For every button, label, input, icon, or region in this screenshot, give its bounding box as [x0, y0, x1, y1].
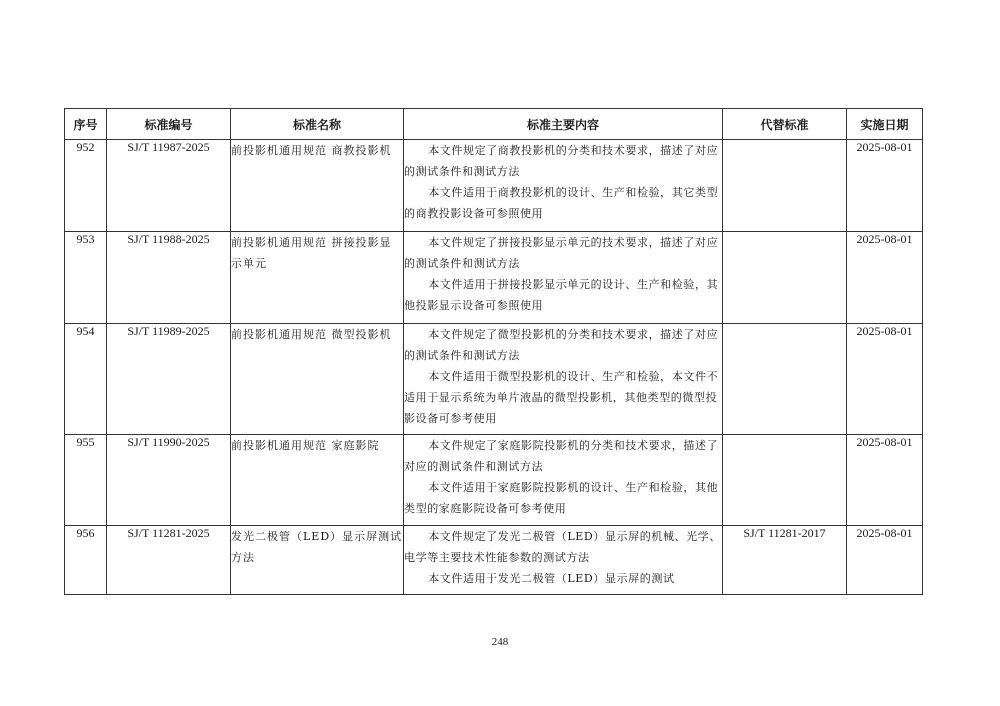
table-row: [65, 324, 923, 435]
header-index: 序号: [65, 109, 107, 140]
row-name: 发光二极管（LED）显示屏测试方法: [231, 526, 404, 595]
row-code: SJ/T 11281-2025: [107, 526, 231, 595]
row-date: 2025-08-01: [847, 435, 923, 526]
content-paragraph: 本文件适用于微型投影机的设计、生产和检验，本文件不适用于显示系统为单片液晶的微型投影机，其他类型的微型投影设备可参考使用: [404, 370, 719, 425]
table-row: [65, 232, 923, 324]
row-code: SJ/T 11988-2025: [107, 232, 231, 324]
row-replaces: [723, 435, 847, 526]
table-row: [65, 526, 923, 595]
table-row: [65, 140, 923, 232]
content-paragraph: 本文件适用于家庭影院投影机的设计、生产和检验，其他类型的家庭影院设备可参考使用: [404, 481, 719, 515]
row-content: [404, 435, 723, 526]
page-number: 248: [491, 636, 509, 648]
row-date: 2025-08-01: [847, 140, 923, 232]
row-date: 2025-08-01: [847, 324, 923, 435]
row-date: 2025-08-01: [847, 526, 923, 595]
content-paragraph: 本文件规定了拼接投影显示单元的技术要求，描述了对应的测试条件和测试方法: [404, 236, 719, 270]
row-index: 955: [65, 435, 107, 526]
content-paragraph: 本文件适用于商教投影机的设计、生产和检验，其它类型的商教投影设备可参照使用: [404, 186, 719, 220]
row-replaces: SJ/T 11281-2017: [723, 526, 847, 595]
row-replaces: [723, 324, 847, 435]
row-name: 前投影机通用规范 家庭影院: [231, 435, 404, 526]
row-content: [404, 526, 723, 595]
row-date: 2025-08-01: [847, 232, 923, 324]
row-name: 前投影机通用规范 微型投影机: [231, 324, 404, 435]
standards-table: [64, 108, 923, 595]
header-replaces: 代替标准: [723, 109, 847, 140]
table-header-row: [65, 109, 923, 140]
row-index: 953: [65, 232, 107, 324]
content-paragraph: 本文件规定了商教投影机的分类和技术要求，描述了对应的测试条件和测试方法: [404, 144, 719, 178]
header-code: 标准编号: [107, 109, 231, 140]
content-paragraph: 本文件适用于拼接投影显示单元的设计、生产和检验，其他投影显示设备可参照使用: [404, 278, 719, 312]
content-paragraph: 本文件适用于发光二极管（LED）显示屏的测试: [428, 572, 675, 585]
row-name: 前投影机通用规范 商教投影机: [231, 140, 404, 232]
content-paragraph: 本文件规定了发光二极管（LED）显示屏的机械、光学、电学等主要技术性能参数的测试方法: [404, 530, 721, 564]
row-content: [404, 324, 723, 435]
row-code: SJ/T 11987-2025: [107, 140, 231, 232]
content-paragraph: 本文件规定了家庭影院投影机的分类和技术要求，描述了对应的测试条件和测试方法: [404, 439, 719, 473]
content-paragraph: 本文件规定了微型投影机的分类和技术要求，描述了对应的测试条件和测试方法: [404, 328, 719, 362]
row-index: 956: [65, 526, 107, 595]
header-name: 标准名称: [231, 109, 404, 140]
row-index: 952: [65, 140, 107, 232]
header-content: 标准主要内容: [404, 109, 723, 140]
row-content: [404, 140, 723, 232]
row-content: [404, 232, 723, 324]
header-date: 实施日期: [847, 109, 923, 140]
row-replaces: [723, 232, 847, 324]
table-row: [65, 435, 923, 526]
row-index: 954: [65, 324, 107, 435]
row-code: SJ/T 11990-2025: [107, 435, 231, 526]
row-code: SJ/T 11989-2025: [107, 324, 231, 435]
row-replaces: [723, 140, 847, 232]
row-name: 前投影机通用规范 拼接投影显示单元: [231, 232, 404, 324]
